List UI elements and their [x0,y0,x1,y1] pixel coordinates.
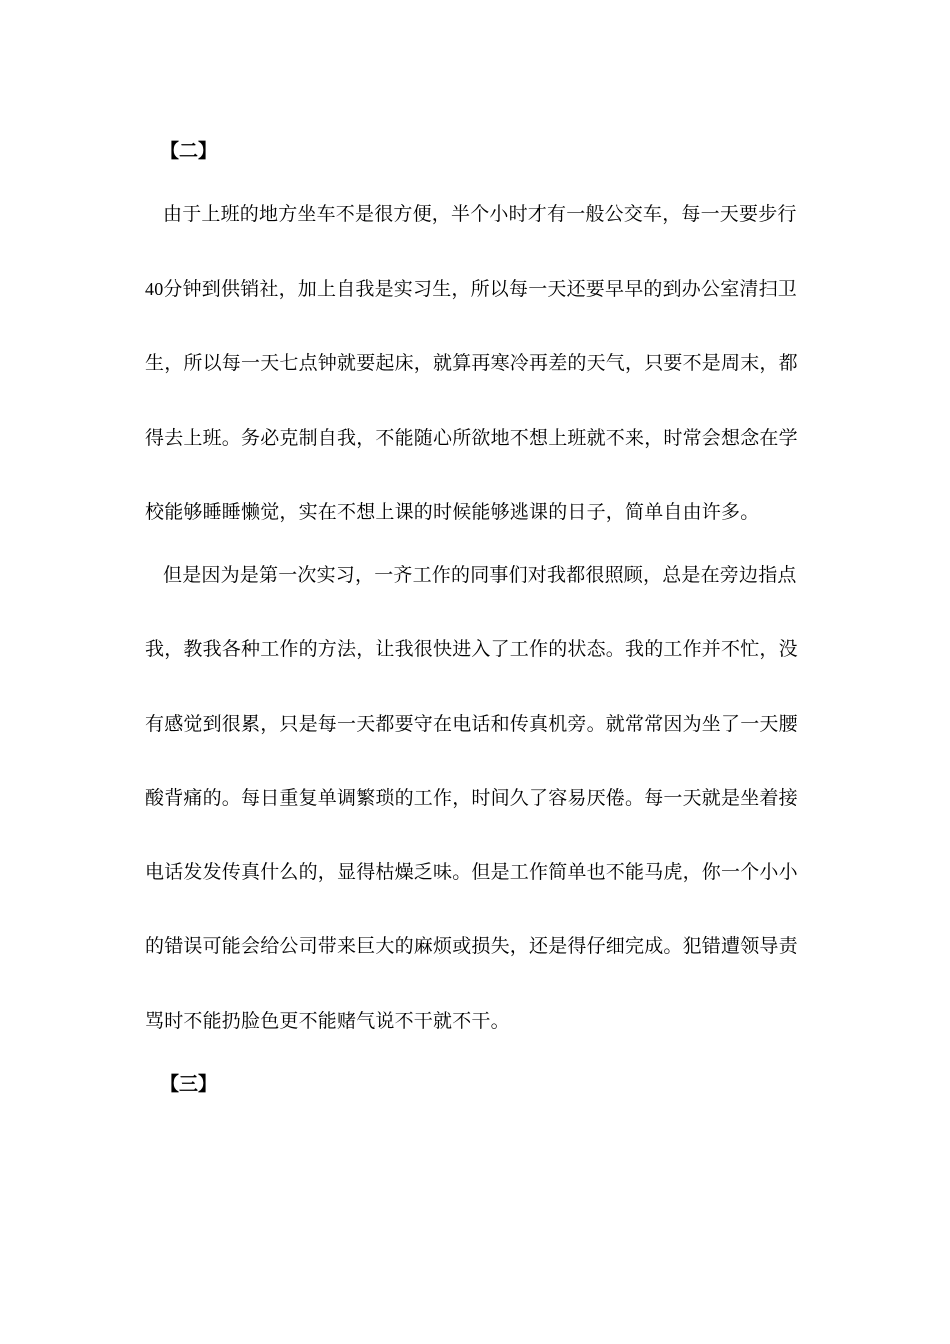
paragraph-1-line-2 [145,276,805,302]
paragraph-2-line-5: 电话发发传真什么的，显得枯燥乏味。但是工作简单也不能马虎，你一个小小 [145,861,798,883]
paragraph-2-line-6: 的错误可能会给公司带来巨大的麻烦或损失，还是得仔细完成。犯错遭领导责 [145,935,798,957]
paragraph-2-line-3: 有感觉到很累，只是每一天都要守在电话和传真机旁。就常常因为坐了一天腰 [145,713,798,735]
paragraph-2-line-7: 骂时不能扔脸色更不能赌气说不干就不干。 [145,1010,510,1032]
paragraph-1-line-1: 由于上班的地方坐车不是很方便，半个小时才有一般公交车，每一天要步行 [163,203,797,225]
paragraph-2-line-1: 但是因为是第一次实习，一齐工作的同事们对我都很照顾，总是在旁边指点 [163,564,797,586]
paragraph-2-line-2: 我，教我各种工作的方法，让我很快进入了工作的状态。我的工作并不忙，没 [145,638,798,660]
paragraph-1-line-4: 得去上班。务必克制自我，不能随心所欲地不想上班就不来，时常会想念在学 [145,427,798,449]
paragraph-1-line-2-text: 分钟到供销社，加上自我是实习生，所以每一天还要早早的到办公室清扫卫 [163,278,798,300]
paragraph-2-line-4: 酸背痛的。每日重复单调繁琐的工作，时间久了容易厌倦。每一天就是坐着接 [145,787,798,809]
section-heading-3: 【三】 [160,1073,218,1095]
number-40: 40 [145,279,164,299]
section-heading-2: 【二】 [160,140,218,162]
paragraph-1-line-5: 校能够睡睡懒觉，实在不想上课的时候能够逃课的日子，简单自由许多。 [145,501,760,523]
paragraph-1-line-3: 生，所以每一天七点钟就要起床，就算再寒冷再差的天气，只要不是周末，都 [145,352,798,374]
